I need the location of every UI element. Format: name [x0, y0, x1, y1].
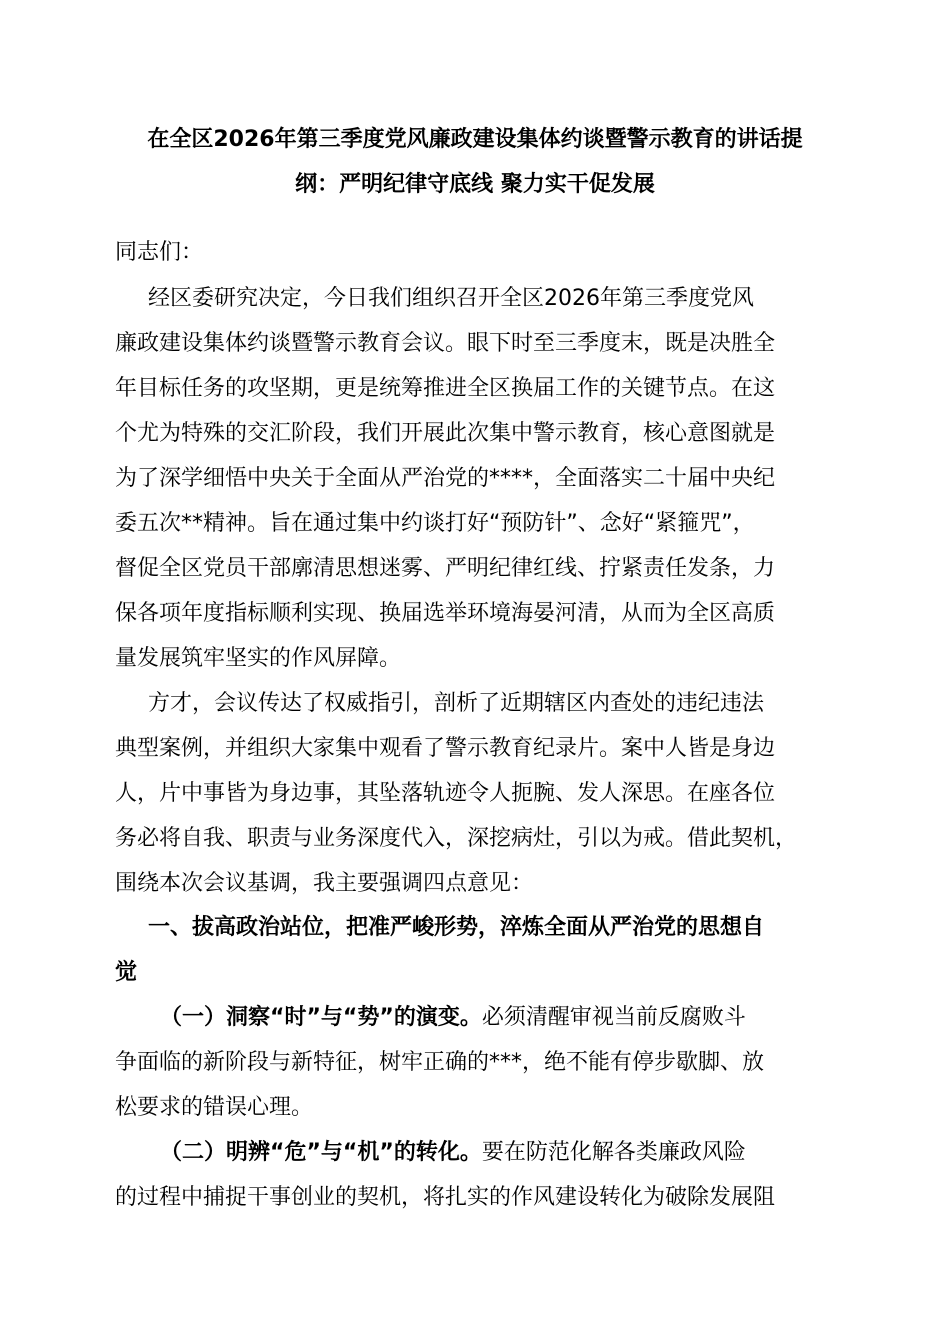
paragraph-1-line: 为了深学细悟中央关于全面从严治党的****，全面落实二十届中央纪	[115, 466, 776, 491]
point-1-heading: （一）洞察“时”与“势”的演变。	[160, 1005, 482, 1030]
paragraph-1-line: 保各项年度指标顺利实现、换届选举环境海晏河清，从而为全区高质	[115, 601, 776, 626]
paragraph-2-line: 围绕本次会议基调，我主要强调四点意见：	[115, 871, 534, 896]
document-title-line-1: 在全区2026年第三季度党风廉政建设集体约谈暨警示教育的讲话提	[147, 127, 803, 152]
paragraph-1-line: 委五次**精神。旨在通过集中约谈打好“预防针”、念好“紧箍咒”，	[115, 511, 755, 536]
paragraph-1-line: 量发展筑牢坚实的作风屏障。	[115, 646, 402, 671]
paragraph-1-line: 个尤为特殊的交汇阶段，我们开展此次集中警示教育，核心意图就是	[115, 421, 776, 446]
point-2-text: 要在防范化解各类廉政风险	[481, 1140, 746, 1165]
document-title-line-2: 纲：严明纪律守底线 聚力实干促发展	[295, 172, 655, 197]
paragraph-1-line: 经区委研究决定，今日我们组织召开全区2026年第三季度党风	[148, 286, 754, 311]
paragraph-2-line: 务必将自我、职责与业务深度代入，深挖病灶，引以为戒。借此契机，	[115, 826, 798, 851]
point-2-first-line	[160, 1138, 746, 1168]
point-2-line: 的过程中捕捉干事创业的契机，将扎实的作风建设转化为破除发展阻	[115, 1185, 776, 1210]
point-1-text: 必须清醒审视当前反腐败斗	[481, 1005, 746, 1030]
point-2-heading: （二）明辨“危”与“机”的转化。	[160, 1140, 482, 1165]
paragraph-2-line: 人，片中事皆为身边事，其坠落轨迹令人扼腕、发人深思。在座各位	[115, 781, 776, 806]
paragraph-2-line: 方才，会议传达了权威指引，剖析了近期辖区内查处的违纪违法	[148, 691, 765, 716]
paragraph-1-line: 督促全区党员干部廓清思想迷雾、严明纪律红线、拧紧责任发条，力	[115, 556, 776, 581]
section-heading-1: 一、拔高政治站位，把准严峻形势，淬炼全面从严治党的思想自	[148, 915, 765, 940]
section-heading-1-continued: 觉	[115, 960, 138, 985]
paragraph-2-line: 典型案例，并组织大家集中观看了警示教育纪录片。案中人皆是身边	[115, 736, 776, 761]
point-1-line: 松要求的错误心理。	[115, 1095, 314, 1120]
point-1-line: 争面临的新阶段与新特征，树牢正确的***，绝不能有停步歇脚、放	[115, 1050, 765, 1075]
salutation: 同志们：	[115, 240, 204, 265]
point-1-first-line	[160, 1003, 746, 1033]
paragraph-1-line: 廉政建设集体约谈暨警示教育会议。眼下时至三季度末，既是决胜全	[115, 331, 776, 356]
paragraph-1-line: 年目标任务的攻坚期，更是统筹推进全区换届工作的关键节点。在这	[115, 376, 776, 401]
